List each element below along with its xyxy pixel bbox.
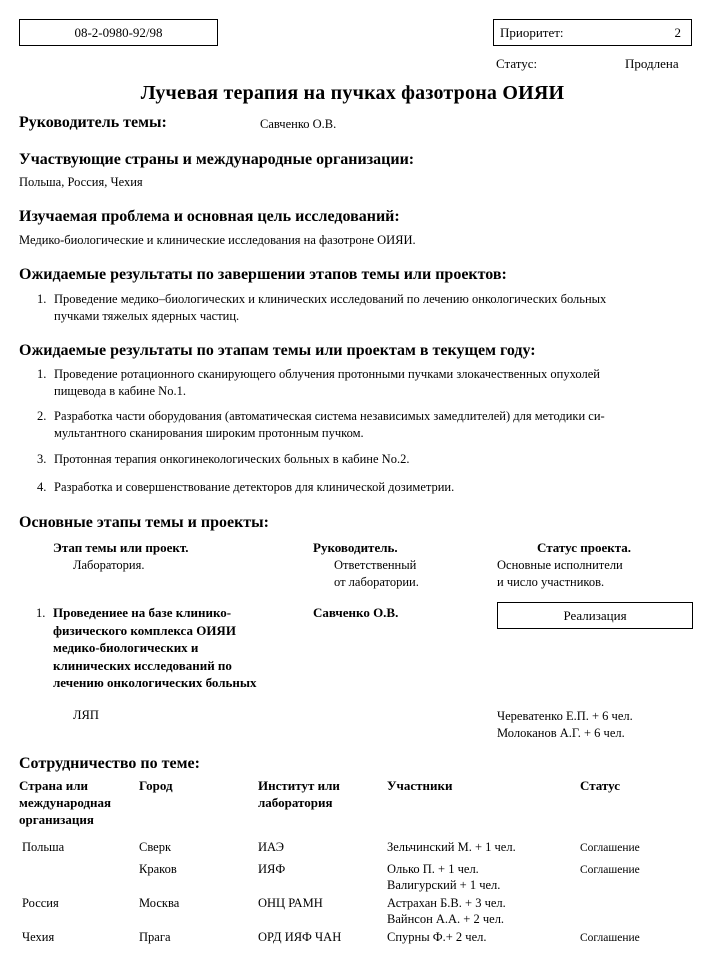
project-leader: Савченко О.В.: [313, 605, 399, 620]
priority-label: Приоритет:: [500, 25, 564, 40]
table-row-participant: Спурны Ф.+ 2 чел.: [387, 930, 487, 944]
problem-text: Медико-биологические и клинические исследования на фазотроне ОИЯИ.: [19, 233, 416, 247]
table-row-participant: Валигурский + 1 чел.: [387, 878, 501, 892]
stages-heading: Основные этапы темы и проекты:: [19, 514, 269, 531]
col-stage-sub: Лаборатория.: [73, 558, 145, 572]
coop-col-participants: Участники: [387, 778, 453, 793]
table-row-country: Польша: [22, 840, 65, 854]
table-row-participant: Олько П. + 1 чел.: [387, 862, 479, 876]
project-lab: ЛЯП: [73, 708, 99, 722]
leader-label: Руководитель темы:: [19, 114, 167, 131]
project-status-box: [497, 602, 693, 629]
table-row-city: Прага: [139, 930, 171, 944]
coop-col-city: Город: [139, 778, 173, 793]
cooperation-heading: Сотрудничество по теме:: [19, 755, 200, 772]
project-number: 1.: [36, 606, 46, 620]
col-leader-sub2: от лаборатории.: [334, 575, 419, 589]
table-row-city: Краков: [139, 862, 177, 876]
leader-name: Савченко О.В.: [260, 117, 337, 131]
project-executor-2: Молоканов А.Г. + 6 чел.: [497, 726, 625, 740]
table-row-status: Соглашение: [580, 842, 640, 854]
countries-heading: Участвующие страны и международные организации:: [19, 151, 415, 168]
page-title: Лучевая терапия на пучках фазотрона ОИЯИ: [140, 82, 565, 104]
table-row-participant: Зельчинский М. + 1 чел.: [387, 840, 516, 854]
table-row-institute: ОРД ИЯФ ЧАН: [258, 930, 342, 944]
table-row-status: Соглашение: [580, 864, 640, 876]
col-leader-sub1: Ответственный: [334, 558, 417, 572]
table-row-institute: ИЯФ: [258, 862, 286, 876]
expected-year-heading: Ожидаемые результаты по этапам темы или проектам в текущем году:: [19, 342, 536, 359]
table-row-institute: ОНЦ РАМН: [258, 896, 323, 910]
expected-final-heading: Ожидаемые результаты по завершении этапов темы или проектов:: [19, 266, 507, 283]
col-status-sub1: Основные исполнители: [497, 558, 623, 572]
table-row-country: Россия: [22, 896, 59, 910]
table-row-status: Соглашение: [580, 932, 640, 944]
coop-col-country: Страна или международная организация: [19, 778, 112, 827]
countries-text: Польша, Россия, Чехия: [19, 175, 143, 189]
status-label: Статус:: [496, 56, 538, 71]
table-row-institute: ИАЭ: [258, 840, 284, 854]
status-value: Продлена: [625, 56, 679, 71]
project-title: Проведениее на базе клинико- физического комплекса ОИЯИ медико-биологических и клинических исследований по лечению онкологических больных: [53, 605, 257, 690]
table-row-participant: Астрахан Б.В. + 3 чел.: [387, 896, 506, 910]
project-executor-1: Череватенко Е.П. + 6 чел.: [497, 709, 633, 723]
coop-col-institute: Институт или лаборатория: [258, 778, 340, 810]
problem-heading: Изучаемая проблема и основная цель исследований:: [19, 208, 400, 225]
theme-code: 08-2-0980-92/98: [74, 25, 163, 40]
table-row-participant: Вайнсон А.А. + 2 чел.: [387, 912, 505, 926]
coop-col-status: Статус: [580, 778, 621, 793]
priority-value: 2: [674, 25, 681, 40]
col-leader-header: Руководитель.: [313, 540, 398, 555]
col-stage-header: Этап темы или проект.: [53, 540, 189, 555]
table-row-city: Москва: [139, 896, 180, 910]
table-row-country: Чехия: [22, 930, 55, 944]
theme-code-box: [19, 19, 218, 46]
project-status: Реализация: [563, 608, 627, 623]
col-status-header: Статус проекта.: [537, 540, 632, 555]
table-row-city: Сверк: [139, 840, 172, 854]
col-status-sub2: и число участников.: [497, 575, 605, 589]
priority-box: [493, 19, 692, 46]
